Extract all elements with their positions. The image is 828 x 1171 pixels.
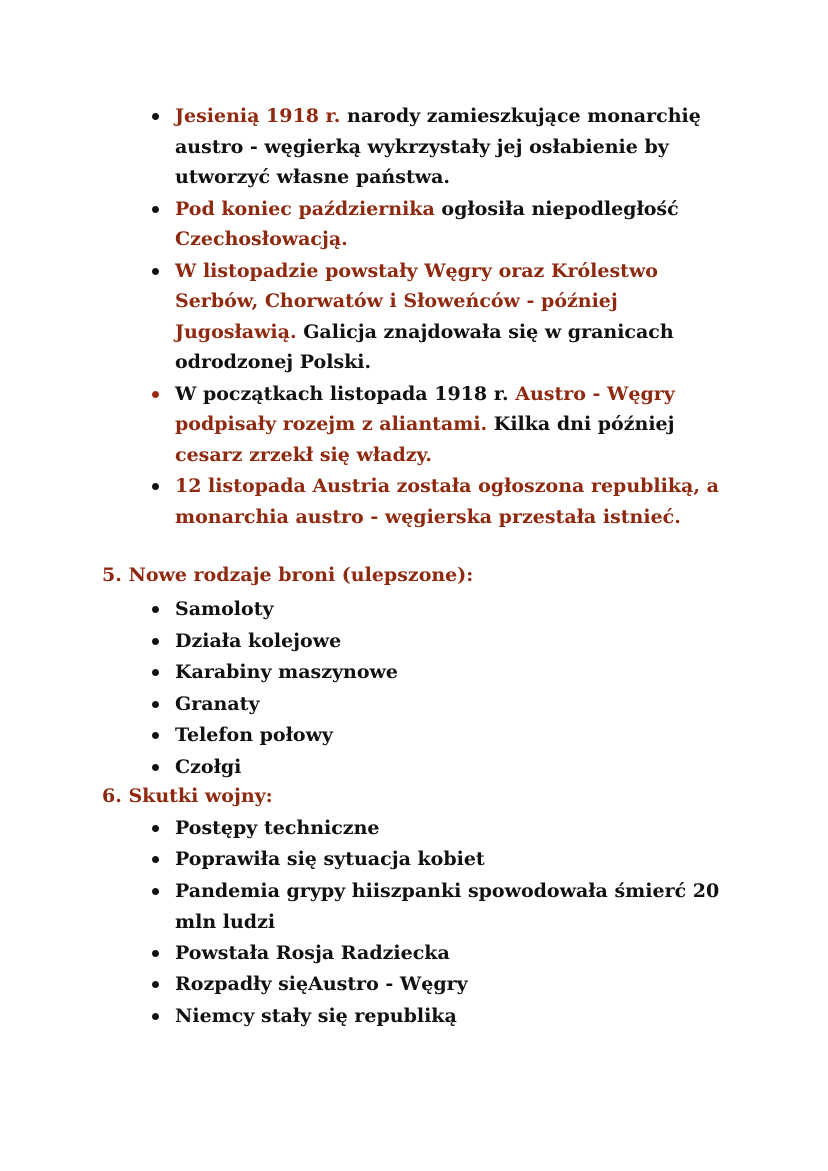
highlight-text: Czechosłowacją.: [175, 228, 348, 250]
events-list: [175, 101, 735, 533]
section-heading-weapons: 5. Nowe rodzaje broni (ulepszone):: [102, 564, 474, 586]
weapons-list: [175, 594, 398, 784]
body-text: narody zamieszkujące monarchię austro - węgierką wykrzystały jej osłabienie by utworzyć własne państwa.: [175, 105, 701, 188]
effects-list: [175, 813, 735, 1032]
body-text: Galicja znajdowała się w granicach odrodzonej Polski.: [175, 320, 674, 373]
list-item: [175, 101, 735, 193]
list-item: Postępy techniczne: [175, 813, 735, 844]
list-item: Niemcy stały się republiką: [175, 1001, 735, 1032]
list-item: Czołgi: [175, 752, 398, 784]
list-item: Granaty: [175, 689, 398, 721]
list-item: [175, 256, 735, 378]
body-text: W początkach listopada 1918 r.: [175, 382, 516, 405]
highlight-text: W listopadzie powstały Węgry oraz Królestwo Serbów, Chorwatów i Słoweńców - później Jugosławią.: [175, 259, 658, 343]
highlight-text: 12 listopada Austria została ogłoszona republiką, a monarchia austro - węgierska przestała istnieć.: [175, 475, 719, 528]
list-item: [175, 379, 735, 471]
list-item: Poprawiła się sytuacja kobiet: [175, 844, 735, 875]
highlight-text: Pod koniec października: [175, 197, 435, 220]
list-item: Rozpadły sięAustro - Węgry: [175, 969, 735, 1000]
list-item: Samoloty: [175, 594, 398, 626]
highlight-text: cesarz zrzekł się władzy.: [175, 443, 432, 466]
list-item: Powstała Rosja Radziecka: [175, 938, 735, 969]
list-item: Karabiny maszynowe: [175, 657, 398, 689]
list-item: [175, 471, 735, 532]
list-item: Telefon połowy: [175, 720, 398, 752]
highlight-text: Jesienią 1918 r.: [175, 105, 341, 127]
highlight-text: Austro - Węgry podpisały rozejm z aliantami.: [175, 382, 675, 435]
body-text: Kilka dni później: [487, 413, 675, 435]
section-heading-effects: 6. Skutki wojny:: [102, 785, 273, 807]
list-item: Działa kolejowe: [175, 626, 398, 658]
list-item: [175, 194, 735, 255]
list-item: Pandemia grypy hiiszpanki spowodowała śmierć 20 mln ludzi: [175, 876, 735, 939]
body-text: ogłosiła niepodległość: [434, 197, 679, 220]
